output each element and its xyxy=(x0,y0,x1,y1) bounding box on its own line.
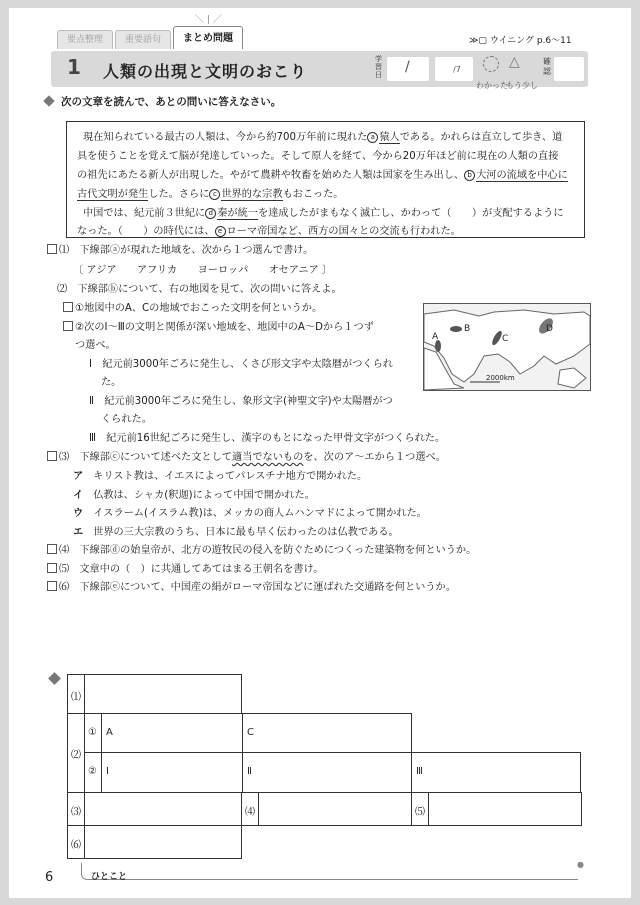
self-check-understood: わかった xyxy=(476,81,508,90)
map-label-b: B xyxy=(464,324,471,334)
self-check-triangle-icon[interactable]: △ xyxy=(509,54,520,70)
row-label-1: ⑴ xyxy=(67,674,85,714)
answer-2-2-i-field[interactable]: Ⅰ xyxy=(101,752,243,793)
passage-line: の祖先にあたる新人が出現した。やがて農耕や牧畜を始めた人類は国家を生み出し、 b 大河の流域を中心に xyxy=(77,170,568,181)
self-check-almost: もう少し xyxy=(506,81,538,90)
checkbox[interactable] xyxy=(63,321,73,331)
item-iii: Ⅲ 紀元前16世紀ごろに発生し、漢字のもとになった甲骨文字がつくられた。 xyxy=(89,433,446,444)
row-label-5: ⑸ xyxy=(411,792,429,826)
passage-line: 現在知られている最古の人類は、今から約700万年前に現れた a 猿人である。かれらは直立して歩き、道 xyxy=(83,132,563,143)
sub-label-2: ② xyxy=(84,752,102,793)
question-2-2: ②次のⅠ～Ⅲの文明と関係が深い地域を、地図中のA～Dから１つず xyxy=(63,318,374,333)
checkbox[interactable] xyxy=(47,563,57,573)
study-date-field[interactable]: / xyxy=(387,57,429,81)
study-date-label: 学習日 xyxy=(375,55,382,79)
item-i-cont: た。 xyxy=(101,377,122,388)
page-title: 人類の出現と文明のおこり xyxy=(103,62,308,81)
row-label-4: ⑷ xyxy=(241,792,259,826)
row-label-2: ⑵ xyxy=(67,713,85,793)
item-ii: Ⅱ 紀元前3000年ごろに発生し、象形文字(神聖文字)や太陽暦がつ xyxy=(89,396,393,407)
answer-6-field[interactable] xyxy=(84,825,242,859)
map-label-c: C xyxy=(502,334,509,344)
passage-line: 中国では、紀元前３世紀に d 秦が統一を達成したがまもなく滅亡し、かわって（ ）が支配するように xyxy=(83,208,564,219)
confirm-label: 確認 xyxy=(543,57,551,76)
checkbox[interactable] xyxy=(47,581,57,591)
sparkle-icon: ＼ | ／ xyxy=(195,15,222,25)
world-map xyxy=(423,303,591,391)
self-check-circle-icon[interactable] xyxy=(483,56,499,72)
question-4: ⑷ 下線部ⓓの始皇帝が、北方の遊牧民の侵入を防ぐためにつくった建築物を何というか。 xyxy=(47,541,476,556)
map-scale: 2000km xyxy=(486,374,515,382)
option-4: エ 世界の三大宗教のうち、日本に最も早く伝わったのは仏教である。 xyxy=(73,526,399,538)
book-icon: ≫▢ xyxy=(469,36,487,46)
answer-1-field[interactable] xyxy=(84,674,242,714)
reference-label: ウイニング p.6～11 xyxy=(489,36,572,46)
passage-line: なった。（ ）の時代には、 e ローマ帝国など、西方の国々との交流も行われた。 xyxy=(77,226,461,237)
line-end-icon: ● xyxy=(577,860,584,869)
worksheet-page xyxy=(9,8,631,898)
question-2-1: ①地図中のA、Cの地域でおこった文明を何というか。 xyxy=(63,299,322,314)
checkbox[interactable] xyxy=(63,302,73,312)
answer-2-2-ii-field[interactable]: Ⅱ xyxy=(242,752,412,793)
row-label-3: ⑶ xyxy=(67,792,85,826)
map-label-d: D xyxy=(546,324,553,334)
memo-label: ひとこと xyxy=(91,872,128,882)
diamond-icon xyxy=(43,95,54,106)
tab-key-terms[interactable]: 重要語句 xyxy=(115,30,171,49)
tab-review-questions[interactable]: まとめ問題 xyxy=(173,26,243,49)
confirm-box[interactable] xyxy=(554,57,584,81)
question-1: ⑴ 下線部ⓐが現れた地域を、次から１つ選んで書け。 xyxy=(47,241,313,256)
question-5: ⑸ 文章中の（ ）に共通してあてはまる王朝名を書け。 xyxy=(47,560,323,575)
item-ii-cont: くられた。 xyxy=(101,414,152,425)
map-label-a: A xyxy=(432,332,439,342)
instruction-text: 次の文章を読んで、あとの問いに答えなさい。 xyxy=(61,96,282,108)
checkbox[interactable] xyxy=(47,244,57,254)
answer-3-field[interactable] xyxy=(84,792,242,826)
score-total: /7 xyxy=(453,65,461,74)
title-bar xyxy=(51,51,588,90)
answer-4-field[interactable] xyxy=(258,792,412,826)
option-2: イ 仏教は、シャカ(釈迦)によって中国で開かれた。 xyxy=(73,489,315,501)
checkbox[interactable] xyxy=(47,544,57,554)
score-field[interactable] xyxy=(435,57,473,81)
answer-2-1-a-field[interactable]: A xyxy=(101,713,243,753)
sub-label-1: ① xyxy=(84,713,102,753)
answer-5-field[interactable] xyxy=(428,792,582,826)
question-3: ⑶ 下線部ⓒについて述べた文として適当でないものを、次のア～エから１つ選べ。 xyxy=(47,448,446,463)
answer-2-1-c-field[interactable]: C xyxy=(242,713,412,753)
passage-line: 具を使うことを覚えて脳が発達していった。そして原人を経て、今から20万年ほど前に現在の人類の直接 xyxy=(77,151,559,162)
question-2: ⑵ 下線部ⓑについて、右の地図を見て、次の問いに答えよ。 xyxy=(57,284,342,295)
section-number: 1 xyxy=(67,55,81,79)
question-1-choices: 〔 アジア アフリカ ヨーロッパ オセアニア 〕 xyxy=(73,265,333,276)
question-6: ⑹ 下線部ⓔについて、中国産の絹がローマ帝国などに運ばれた交通路を何というか。 xyxy=(47,578,456,593)
passage-box xyxy=(66,121,585,238)
page-number: 6 xyxy=(45,870,54,885)
item-i: Ⅰ 紀元前3000年ごろに発生し、くさび形文字や太陰暦がつくられ xyxy=(89,359,393,370)
answer-2-2-iii-field[interactable]: Ⅲ xyxy=(411,752,581,793)
tab-summary[interactable]: 要点整理 xyxy=(57,30,113,49)
passage-line: 古代文明が発生した。さらに c 世界的な宗教もおこった。 xyxy=(77,189,344,200)
row-label-6: ⑹ xyxy=(67,825,85,859)
question-2-2-cont: つ選べ。 xyxy=(75,340,116,351)
option-1: ア キリスト教は、イエスによってパレスチナ地方で開かれた。 xyxy=(73,471,368,482)
diamond-icon xyxy=(48,672,61,685)
option-3: ウ イスラーム(イスラム教)は、メッカの商人ムハンマドによって開かれた。 xyxy=(73,508,427,519)
memo-area[interactable] xyxy=(81,863,578,880)
checkbox[interactable] xyxy=(47,451,57,461)
